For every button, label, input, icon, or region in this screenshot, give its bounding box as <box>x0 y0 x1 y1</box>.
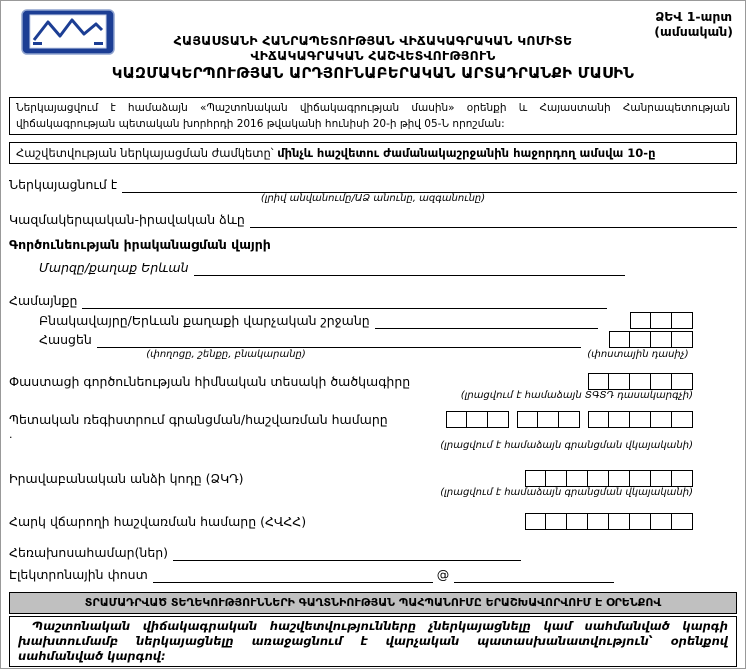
code-cell[interactable] <box>559 411 580 428</box>
code-cell[interactable] <box>609 470 630 487</box>
form-titles <box>9 7 737 83</box>
community-label: Համայնքը <box>9 293 78 308</box>
register-group-3 <box>588 411 693 428</box>
code-cell[interactable] <box>630 331 651 348</box>
register-dot: . <box>9 428 13 441</box>
code-cell[interactable] <box>651 312 672 329</box>
code-cell[interactable] <box>546 470 567 487</box>
phone-row <box>9 544 737 561</box>
location-heading-row <box>9 236 737 253</box>
code-cell[interactable] <box>525 470 546 487</box>
code-cell[interactable] <box>446 411 467 428</box>
code-cell[interactable] <box>588 411 609 428</box>
region-row <box>9 259 737 276</box>
code-cell[interactable] <box>567 470 588 487</box>
code-cell[interactable] <box>488 411 509 428</box>
tin-group <box>525 513 693 530</box>
code-cell[interactable] <box>567 513 588 530</box>
presenter-row <box>9 176 737 193</box>
address-hints-row <box>9 349 737 361</box>
code-cell[interactable] <box>588 373 609 390</box>
register-hint: (լրացվում է համաձայն գրանցման վկայականի) <box>440 440 693 451</box>
register-group-1 <box>446 411 509 428</box>
legal-basis-note: Ներկայացվում է համաձայն «Պաշտոնական վիճակագրության մասին» օրենքի և Հայաստանի Հանրապետության վիճակագրության պետական խորհրդի 2016 թվականի հունիսի 20-ի թիվ 05-Ն որոշման: <box>9 97 737 135</box>
code-cell[interactable] <box>672 513 693 530</box>
address-row <box>9 331 737 348</box>
community-input[interactable] <box>82 292 607 309</box>
postal-code-boxes <box>609 331 693 348</box>
email-row <box>9 566 737 583</box>
code-cell[interactable] <box>672 373 693 390</box>
report-subject-title: ԿԱԶՄԱԿԵՐՊՈՒԹՅԱՆ ԱՐԴՅՈՒՆԱԲԵՐԱԿԱՆ ԱՐՏԱԴՐԱՆՔԻ ՄԱՍԻՆ <box>111 64 635 82</box>
presenter-input[interactable] <box>122 176 737 193</box>
deadline-value: մինչև հաշվետու ժամանակաշրջանին հաջորդող ամսվա 10-ը <box>277 146 656 160</box>
location-heading: Գործունեության իրականացման վայրի <box>9 237 271 252</box>
code-cell[interactable] <box>651 373 672 390</box>
code-cell[interactable] <box>672 312 693 329</box>
legal-code-boxes <box>525 470 693 487</box>
activity-row <box>9 373 737 390</box>
legal-code-row <box>9 470 737 487</box>
code-cell[interactable] <box>538 411 559 428</box>
presenter-label: Ներկայացնում է <box>9 177 118 192</box>
code-cell[interactable] <box>630 470 651 487</box>
code-cell[interactable] <box>651 331 672 348</box>
form-period: (ամսական) <box>654 24 733 39</box>
email-domain-input[interactable] <box>454 566 614 583</box>
form-header <box>9 7 737 95</box>
code-cell[interactable] <box>609 513 630 530</box>
code-cell[interactable] <box>651 411 672 428</box>
email-at-separator: @ <box>436 567 450 582</box>
phone-label: Հեռախոսահամար(ներ) <box>9 545 169 560</box>
activity-code-boxes <box>588 373 693 390</box>
committee-title: ՀԱՅԱՍՏԱՆԻ ՀԱՆՐԱՊԵՏՈՒԹՅԱՆ ՎԻՃԱԿԱԳՐԱԿԱՆ ԿՈՄԻՏԵ <box>173 33 573 48</box>
settlement-input[interactable] <box>375 312 598 329</box>
email-label: Էլեկտրոնային փոստ <box>9 567 148 582</box>
region-input[interactable] <box>194 259 625 276</box>
confidentiality-bar: ՏՐԱՄԱԴՐՎԱԾ ՏԵՂԵԿՈՒԹՅՈՒՆՆԵՐԻ ԳԱՂՏՆԻՈՒԹՅԱՆ ՊԱՀՊԱՆՈՒՄԸ ԵՐԱՇԽԱՎՈՐՎՈՒՄ Է ՕՐԵՆՔՈՎ <box>9 592 737 614</box>
code-cell[interactable] <box>630 312 651 329</box>
code-cell[interactable] <box>672 470 693 487</box>
activity-hint: (լրացվում է համաձայն ՏԳՏԴ դասակարգչի) <box>460 390 693 401</box>
code-cell[interactable] <box>546 513 567 530</box>
deadline-label: Հաշվետվության ներկայացման ժամկետը՝ <box>16 146 274 160</box>
code-cell[interactable] <box>672 331 693 348</box>
form-code: ՁԵՎ 1-արտ <box>655 9 733 24</box>
tin-boxes <box>525 513 693 530</box>
tin-label: Հարկ վճարողի հաշվառման համարը (ՀՎՀՀ) <box>9 514 307 529</box>
register-label: Պետական ռեգիստրում գրանցման/հաշվառման համարը <box>9 412 388 427</box>
code-cell[interactable] <box>525 513 546 530</box>
register-number-boxes <box>446 411 693 428</box>
activity-label: Փաստացի գործունեության հիմնական տեսակի ծածկագիրը <box>9 374 411 389</box>
liability-note: Պաշտոնական վիճակագրական հաշվետվությունները չներկայացնելը կամ սահմանված կարգի խախտումամբ ներկայացնելը առաջացնում է վարչական պատասխանատվություն՝ օրենքով սահմանված կարգով: <box>9 616 737 667</box>
community-row <box>9 292 737 309</box>
report-type-title: ՎԻՃԱԿԱԳՐԱԿԱՆ ՀԱՇՎԵՏՎՈՒԹՅՈՒՆ <box>250 48 496 63</box>
legal-code-label: Իրավաբանական անձի կոդը (ՁԿԴ) <box>9 471 244 486</box>
code-cell[interactable] <box>588 513 609 530</box>
code-cell[interactable] <box>672 411 693 428</box>
code-cell[interactable] <box>467 411 488 428</box>
legal-form-label: Կազմակերպական-իրավական ձևը <box>9 212 245 227</box>
code-cell[interactable] <box>517 411 538 428</box>
legal-form-row <box>9 211 737 228</box>
code-cell[interactable] <box>609 373 630 390</box>
postal-hint: (փոստային դասիչ) <box>587 349 689 360</box>
region-label: Մարզը/քաղաք Երևան <box>39 260 189 275</box>
settlement-label: Բնակավայրը/Երևան քաղաքի վարչական շրջանը <box>39 313 370 328</box>
code-cell[interactable] <box>651 513 672 530</box>
code-cell[interactable] <box>609 331 630 348</box>
register-group-2 <box>517 411 580 428</box>
code-cell[interactable] <box>651 470 672 487</box>
code-cell[interactable] <box>609 411 630 428</box>
armstat-logo-icon <box>21 9 115 59</box>
street-hint: (փողոցը, շենքը, բնակարանը) <box>146 349 306 360</box>
deadline-note <box>9 142 737 164</box>
code-cell[interactable] <box>588 470 609 487</box>
legal-code-hint: (լրացվում է համաձայն գրանցման վկայականի) <box>440 487 693 498</box>
code-cell[interactable] <box>630 411 651 428</box>
code-cell[interactable] <box>630 513 651 530</box>
phone-input[interactable] <box>173 544 521 561</box>
code-cell[interactable] <box>630 373 651 390</box>
legal-form-input[interactable] <box>250 211 737 228</box>
settlement-row <box>9 312 737 329</box>
legal-code-group <box>525 470 693 487</box>
email-local-input[interactable] <box>153 566 433 583</box>
tin-row <box>9 513 737 530</box>
form-code-block <box>654 9 733 39</box>
address-label: Հասցեն <box>39 332 92 347</box>
settlement-code-boxes <box>630 312 693 329</box>
activity-code-group <box>588 373 693 390</box>
presenter-hint: (լրիվ անվանումը/ԱՁ անունը, ազգանունը) <box>260 193 486 204</box>
address-input[interactable] <box>97 331 581 348</box>
register-row <box>9 411 737 428</box>
